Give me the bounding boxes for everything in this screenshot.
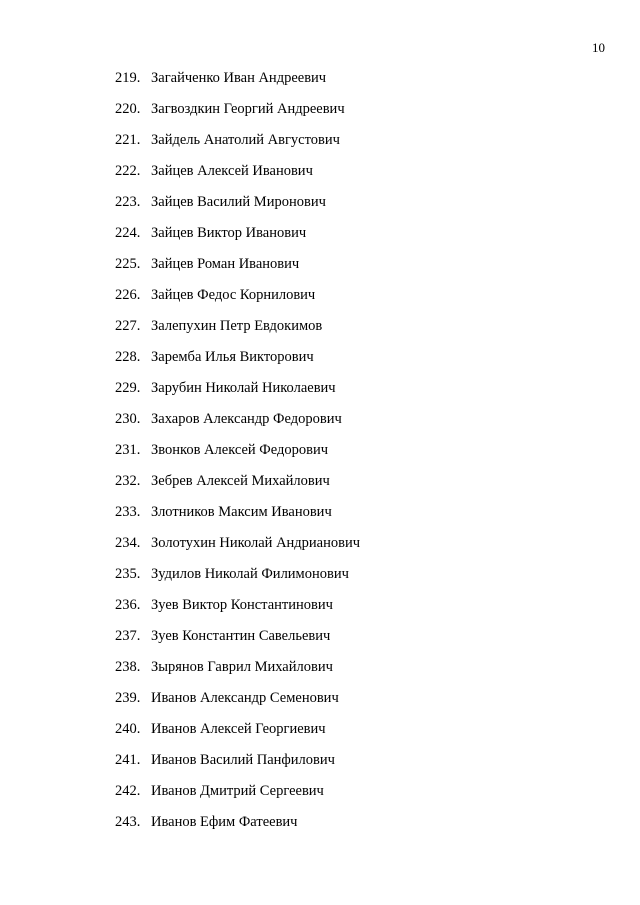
- entry-name: Золотухин Николай Андрианович: [151, 535, 361, 551]
- list-item: [115, 223, 360, 254]
- list-item: [115, 378, 360, 409]
- entry-name: Зайцев Виктор Иванович: [151, 225, 307, 241]
- entry-number: 240.: [115, 721, 141, 737]
- list-item: [115, 595, 360, 626]
- entry-name: Иванов Ефим Фатеевич: [151, 814, 298, 830]
- entry-name: Загвоздкин Георгий Андреевич: [151, 101, 345, 117]
- page-number: 10: [592, 40, 605, 55]
- entry-number: 234.: [115, 535, 141, 551]
- entry-name: Зырянов Гаврил Михайлович: [151, 659, 333, 675]
- entry-number: 232.: [115, 473, 141, 489]
- list-item: [115, 316, 360, 347]
- entry-number: 233.: [115, 504, 141, 520]
- list-item: [115, 347, 360, 378]
- list-item: [115, 471, 360, 502]
- entry-number: 229.: [115, 380, 141, 396]
- entry-name: Зайцев Роман Иванович: [151, 256, 300, 272]
- entry-name: Зебрев Алексей Михайлович: [151, 473, 330, 489]
- entry-name: Зайдель Анатолий Августович: [151, 132, 340, 148]
- entry-number: 225.: [115, 256, 141, 272]
- entry-number: 230.: [115, 411, 141, 427]
- entry-name: Захаров Александр Федорович: [151, 411, 342, 427]
- list-item: [115, 409, 360, 440]
- entry-number: 241.: [115, 752, 141, 768]
- list-item: [115, 533, 360, 564]
- list-item: [115, 750, 360, 781]
- entry-number: 220.: [115, 101, 141, 117]
- list-item: [115, 564, 360, 595]
- entry-name: Зарубин Николай Николаевич: [151, 380, 336, 396]
- name-list: [115, 68, 360, 843]
- entry-number: 242.: [115, 783, 141, 799]
- list-item: [115, 626, 360, 657]
- entry-number: 239.: [115, 690, 141, 706]
- entry-name: Зайцев Федос Корнилович: [151, 287, 316, 303]
- list-item: [115, 502, 360, 533]
- entry-number: 224.: [115, 225, 141, 241]
- entry-number: 221.: [115, 132, 141, 148]
- entry-name: Злотников Максим Иванович: [151, 504, 332, 520]
- entry-number: 219.: [115, 70, 141, 86]
- entry-number: 237.: [115, 628, 141, 644]
- entry-name: Зуев Виктор Константинович: [151, 597, 333, 613]
- entry-number: 226.: [115, 287, 141, 303]
- list-item: [115, 130, 360, 161]
- entry-number: 243.: [115, 814, 141, 830]
- entry-name: Загайченко Иван Андреевич: [151, 70, 327, 86]
- entry-name: Зудилов Николай Филимонович: [151, 566, 349, 582]
- entry-number: 227.: [115, 318, 141, 334]
- list-item: [115, 781, 360, 812]
- list-item: [115, 285, 360, 316]
- list-item: [115, 68, 360, 99]
- entry-number: 222.: [115, 163, 141, 179]
- entry-number: 236.: [115, 597, 141, 613]
- list-item: [115, 657, 360, 688]
- entry-number: 235.: [115, 566, 141, 582]
- entry-name: Иванов Василий Панфилович: [151, 752, 335, 768]
- list-item: [115, 812, 360, 843]
- entry-name: Иванов Алексей Георгиевич: [151, 721, 326, 737]
- entry-name: Иванов Александр Семенович: [151, 690, 339, 706]
- entry-name: Зайцев Василий Миронович: [151, 194, 326, 210]
- list-item: [115, 99, 360, 130]
- list-item: [115, 192, 360, 223]
- entry-number: 228.: [115, 349, 141, 365]
- entry-number: 231.: [115, 442, 141, 458]
- list-item: [115, 254, 360, 285]
- list-item: [115, 440, 360, 471]
- entry-name: Иванов Дмитрий Сергеевич: [151, 783, 324, 799]
- entry-name: Залепухин Петр Евдокимов: [151, 318, 323, 334]
- list-item: [115, 719, 360, 750]
- entry-name: Заремба Илья Викторович: [151, 349, 314, 365]
- entry-number: 238.: [115, 659, 141, 675]
- entry-name: Зуев Константин Савельевич: [151, 628, 331, 644]
- entry-name: Звонков Алексей Федорович: [151, 442, 329, 458]
- entry-number: 223.: [115, 194, 141, 210]
- entry-name: Зайцев Алексей Иванович: [151, 163, 313, 179]
- list-item: [115, 161, 360, 192]
- list-item: [115, 688, 360, 719]
